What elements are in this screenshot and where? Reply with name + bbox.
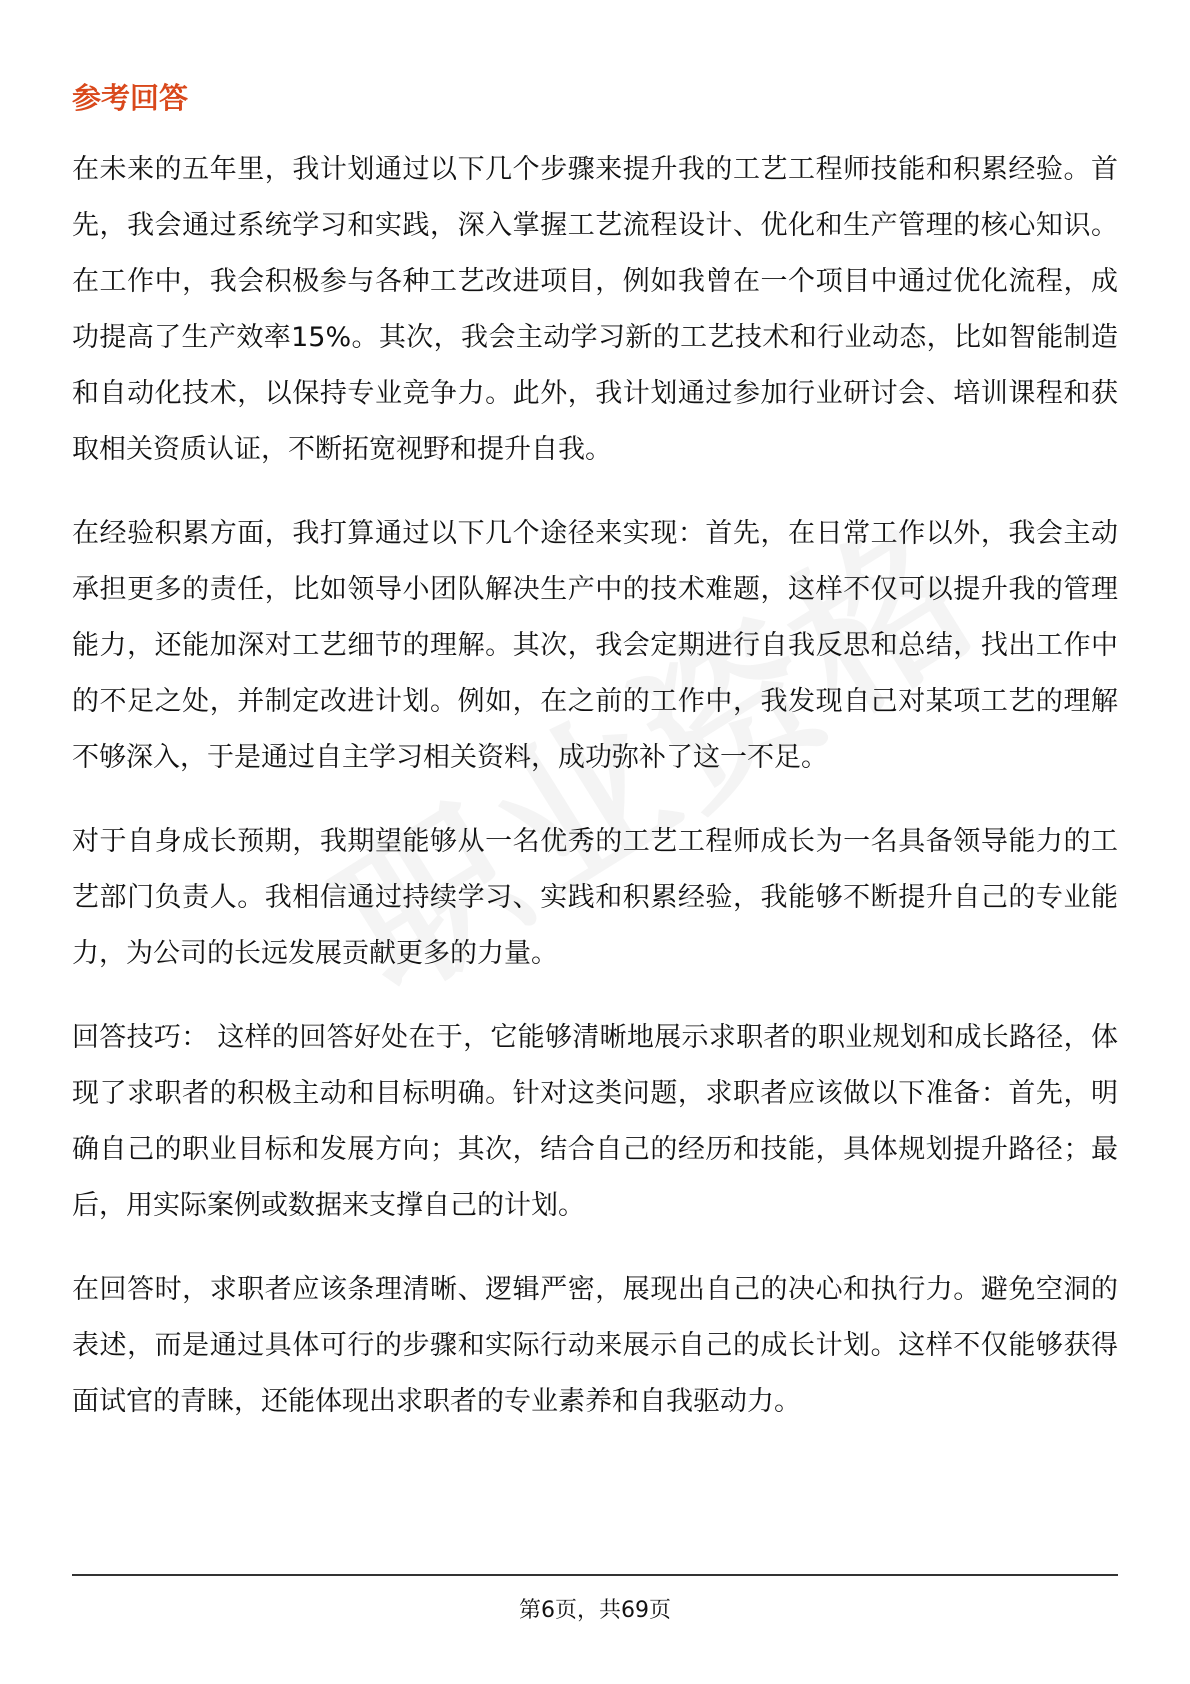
footer-divider xyxy=(72,1574,1118,1576)
paragraph-answer-advice: 在回答时，求职者应该条理清晰、逻辑严密，展现出自己的决心和执行力。避免空洞的表述，而是通过具体可行的步骤和实际行动来展示自己的成长计划。这样不仅能够获得面试官的青睐，还能体现出求职者的专业素养和自我驱动力。 xyxy=(72,1274,1118,1417)
paragraph-answer-tips: 回答技巧： 这样的回答好处在于，它能够清晰地展示求职者的职业规划和成长路径，体现了求职者的积极主动和目标明确。针对这类问题，求职者应该做以下准备：首先，明确自己的职业目标和发展方向；其次，结合自己的经历和技能，具体规划提升路径；最后，用实际案例或数据来支撑自己的计划。 xyxy=(72,1022,1118,1221)
page-number: 第6页，共69页 xyxy=(519,1598,671,1623)
paragraph-plan: 在未来的五年里，我计划通过以下几个步骤来提升我的工艺工程师技能和积累经验。首先，我会通过系统学习和实践，深入掌握工艺流程设计、优化和生产管理的核心知识。在工作中，我会积极参与各种工艺改进项目，例如我曾在一个项目中通过优化流程，成功提高了生产效率15%。其次，我会主动学习新的工艺技术和行业动态，比如智能制造和自动化技术，以保持专业竞争力。此外，我计划通过参加行业研讨会、培训课程和获取相关资质认证，不断拓宽视野和提升自我。 xyxy=(72,154,1118,465)
page-content xyxy=(72,76,1118,1458)
paragraph-experience: 在经验积累方面，我打算通过以下几个途径来实现：首先，在日常工作以外，我会主动承担更多的责任，比如领导小团队解决生产中的技术难题，这样不仅可以提升我的管理能力，还能加深对工艺细节的理解。其次，我会定期进行自我反思和总结，找出工作中的不足之处，并制定改进计划。例如，在之前的工作中，我发现自己对某项工艺的理解不够深入，于是通过自主学习相关资料，成功弥补了这一不足。 xyxy=(72,518,1118,773)
paragraph-growth-expectation: 对于自身成长预期，我期望能够从一名优秀的工艺工程师成长为一名具备领导能力的工艺部门负责人。我相信通过持续学习、实践和积累经验，我能够不断提升自己的专业能力，为公司的长远发展贡献更多的力量。 xyxy=(72,826,1118,969)
section-heading: 参考回答 xyxy=(72,81,189,115)
